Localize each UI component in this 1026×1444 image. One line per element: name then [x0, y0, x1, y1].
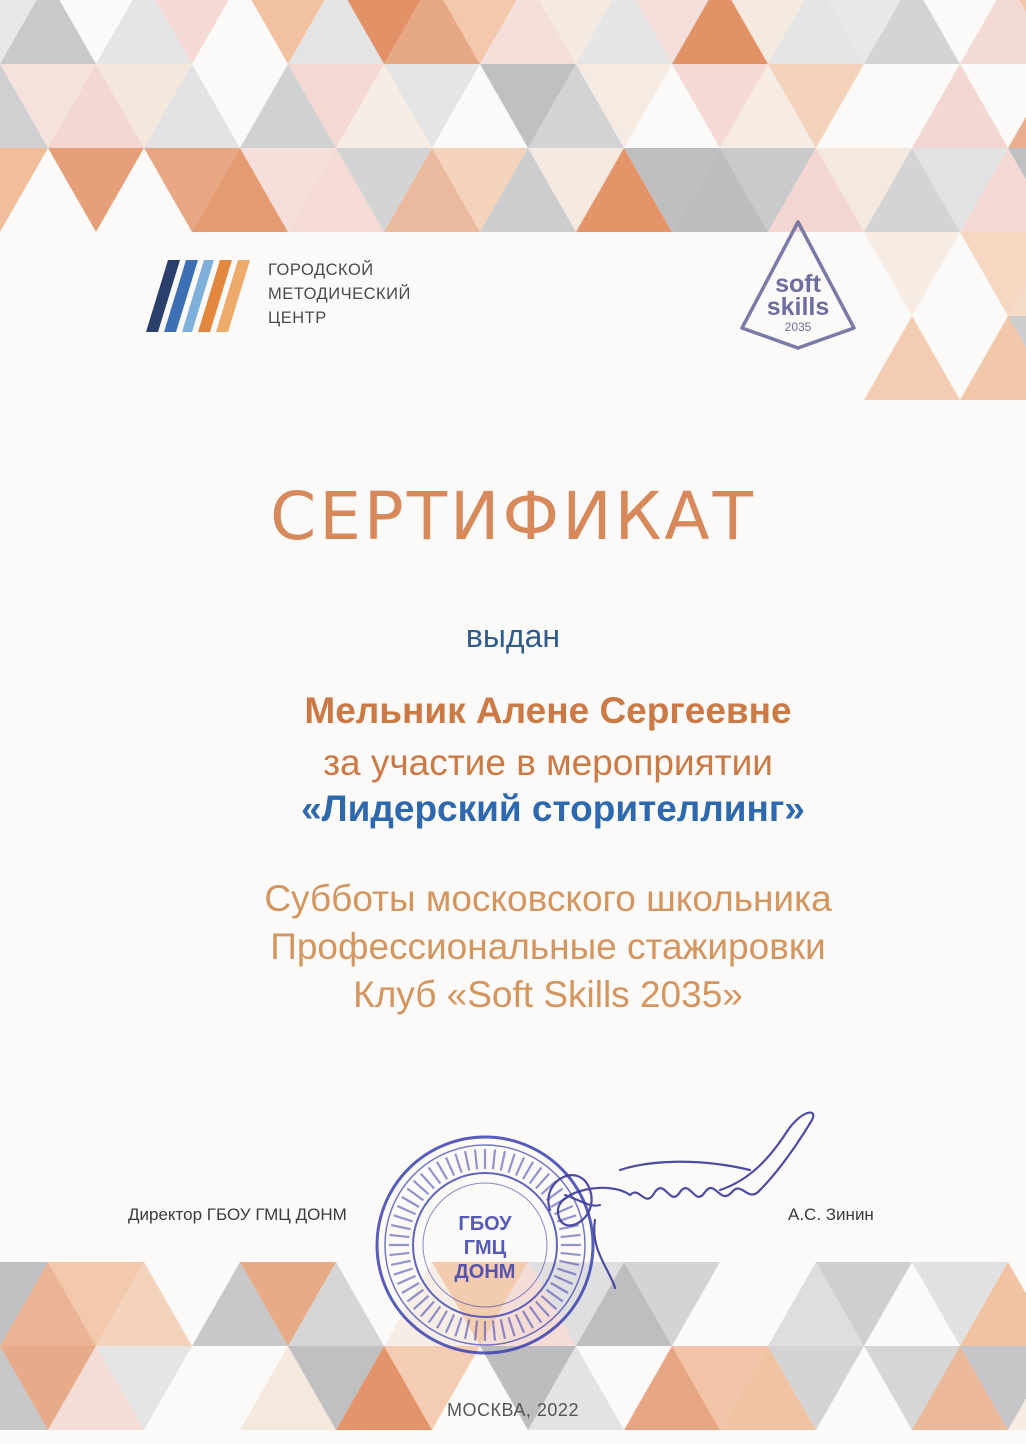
place-and-year: МОСКВА, 2022 [447, 1400, 579, 1420]
director-signature [520, 1100, 820, 1290]
soft-skills-logo-word-1: soft [775, 270, 821, 298]
decorative-triangle [48, 148, 144, 232]
signer-name: А.С. Зинин [788, 1205, 874, 1224]
certificate-title: СЕРТИФИКАТ [270, 478, 756, 555]
director-position: Директор ГБОУ ГМЦ ДОНМ [128, 1205, 347, 1224]
decorative-triangle [960, 0, 1026, 64]
soft-skills-2035-logo [736, 218, 860, 352]
decorative-triangle [1008, 64, 1026, 148]
decorative-triangle [864, 232, 960, 316]
recipient-name: Мельник Алене Сергеевне [304, 690, 792, 731]
org-logo-text [268, 258, 411, 330]
soft-skills-logo-year: 2035 [784, 320, 812, 334]
program-line-3: Клуб «Soft Skills 2035» [353, 974, 743, 1015]
org-logo-line-1: ГОРОДСКОЙ [268, 261, 374, 279]
issued-label: выдан [465, 618, 561, 654]
decorative-triangle [912, 64, 1008, 148]
program-line-1: Субботы московского школьника [264, 878, 832, 919]
event-name: «Лидерский сторителлинг» [301, 788, 805, 829]
soft-skills-logo-word-2: skills [766, 293, 830, 321]
city-methodical-center-logo [146, 258, 250, 332]
stamp-line-2: ГМЦ [463, 1237, 507, 1259]
decorative-triangle [864, 316, 960, 400]
org-logo-line-3: ЦЕНТР [268, 309, 327, 327]
decorative-triangle [0, 148, 48, 232]
org-logo-line-2: МЕТОДИЧЕСКИЙ [268, 285, 411, 303]
program-line-2: Профессиональные стажировки [270, 926, 826, 967]
stamp-line-3: ДОНМ [454, 1261, 516, 1283]
participation-text: за участие в мероприятии [323, 742, 773, 783]
stamp-line-1: ГБОУ [458, 1213, 512, 1235]
